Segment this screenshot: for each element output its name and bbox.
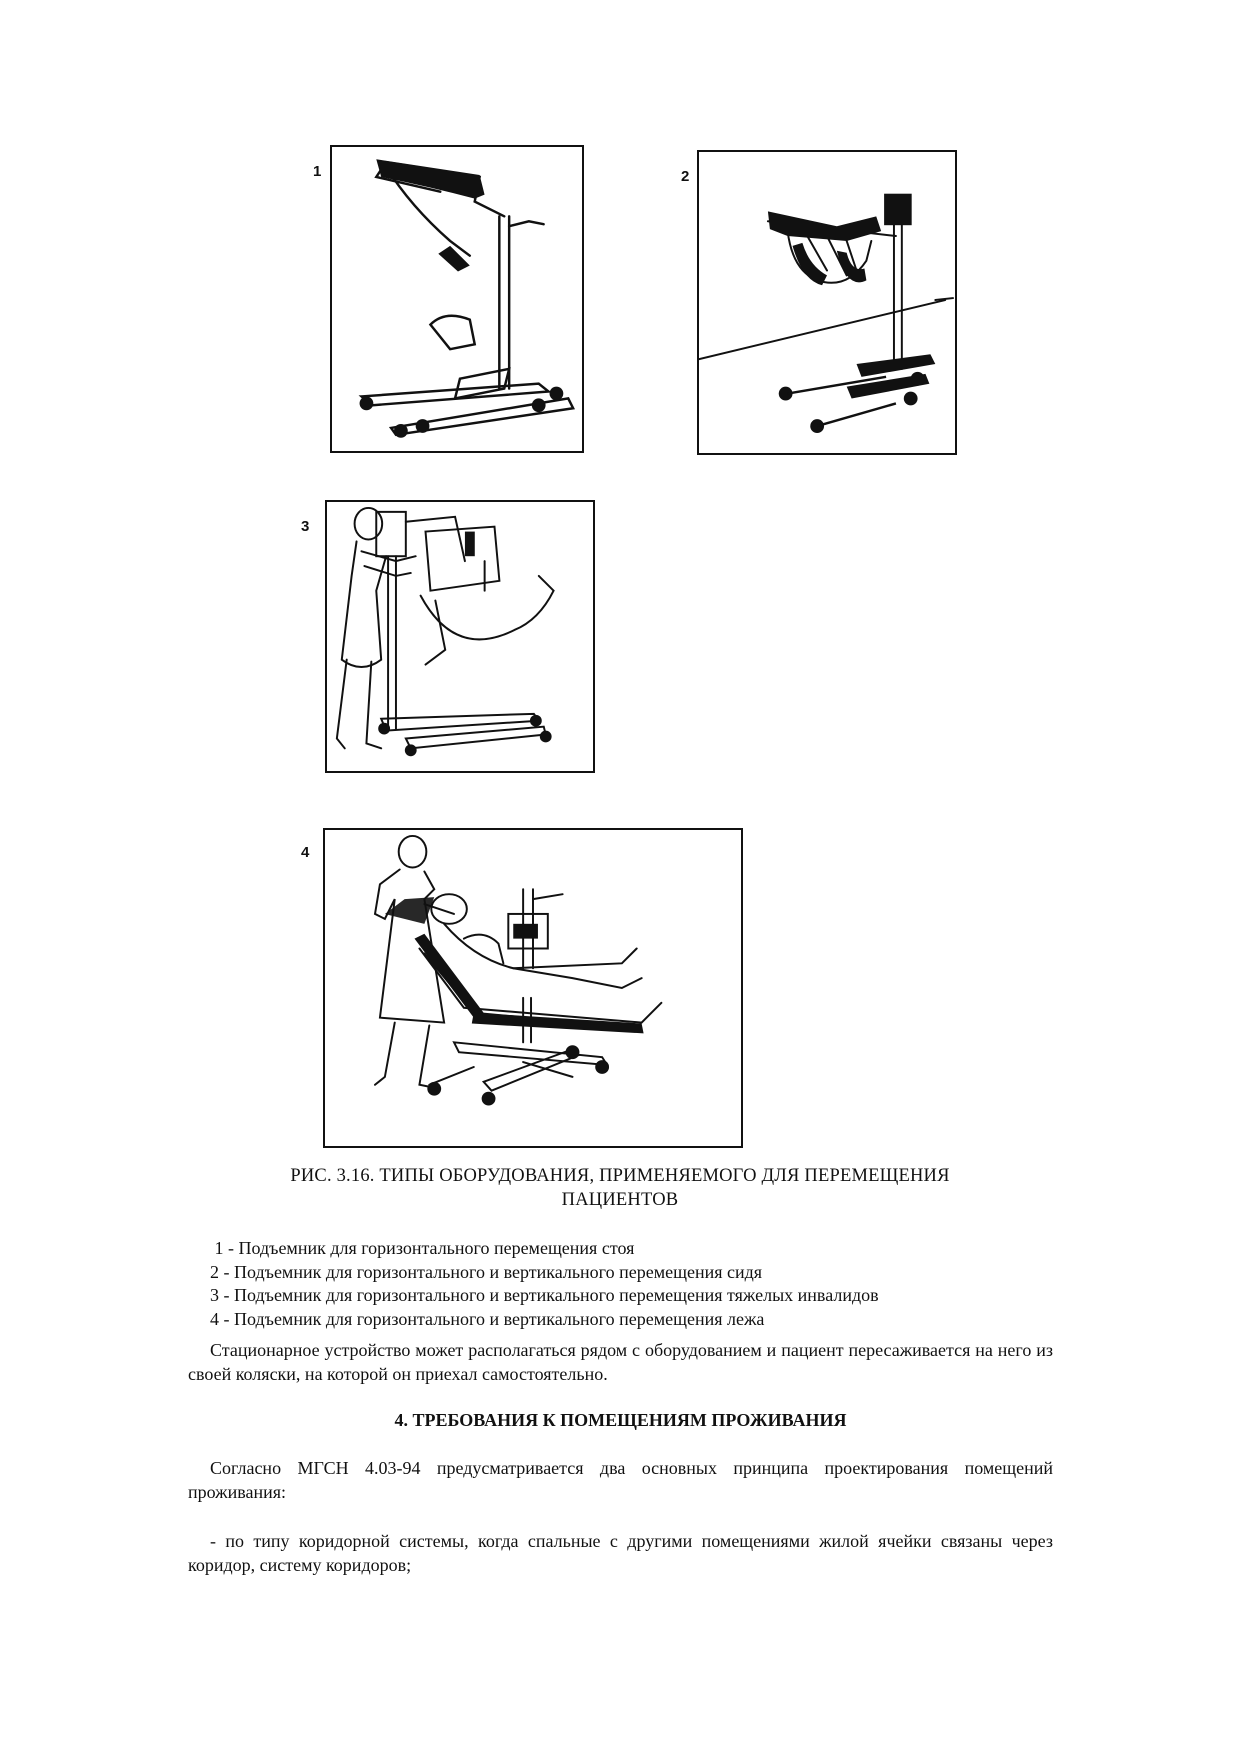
lying-patient-lift-illustration [325,830,741,1146]
figure-label-4: 4 [301,844,310,861]
paragraph-stationary-device: Стационарное устройство может располагаться рядом с оборудованием и пациент пересаживается на него из своей коляски, на которой он приехал самостоятельно. [188,1340,1053,1384]
figure-caption-line-1: РИС. 3.16. ТИПЫ ОБОРУДОВАНИЯ, ПРИМЕНЯЕМОГО ДЛЯ ПЕРЕМЕЩЕНИЯ [290,1166,950,1186]
legend-item-4: 4 - Подъемник для горизонтального и вертикального перемещения лежа [210,1308,765,1329]
heavy-patient-lift-illustration [327,502,593,771]
figure-panel-1 [330,145,584,453]
figure-label-1: 1 [313,163,322,180]
figure-panel-4 [323,828,743,1148]
paragraph-corridor-system: - по типу коридорной системы, когда спальные с другими помещениями жилой ячейки связаны через коридор, систему коридоров; [188,1531,1053,1575]
figure-panel-3 [325,500,595,773]
paragraph-design-principles: Согласно МГСН 4.03-94 предусматривается два основных принципа проектирования помещений проживания: [188,1458,1053,1502]
legend-item-3: 3 - Подъемник для горизонтального и вертикального перемещения тяжелых инвалидов [210,1285,879,1305]
sitting-lift-illustration [699,152,955,453]
figure-legend [210,1237,879,1331]
legend-item-2: 2 - Подъемник для горизонтального и вертикального перемещения сидя [210,1261,763,1282]
figure-label-3: 3 [301,518,310,535]
figure-caption-line-2: ПАЦИЕНТОВ [561,1190,679,1210]
legend-item-1: 1 - Подъемник для горизонтального перемещения стоя [210,1238,635,1258]
figure-caption [200,1164,1040,1212]
standing-lift-illustration [332,147,582,451]
section-heading: 4. ТРЕБОВАНИЯ К ПОМЕЩЕНИЯМ ПРОЖИВАНИЯ [394,1410,847,1430]
figure-label-2: 2 [681,168,690,185]
figure-panel-2 [697,150,957,455]
